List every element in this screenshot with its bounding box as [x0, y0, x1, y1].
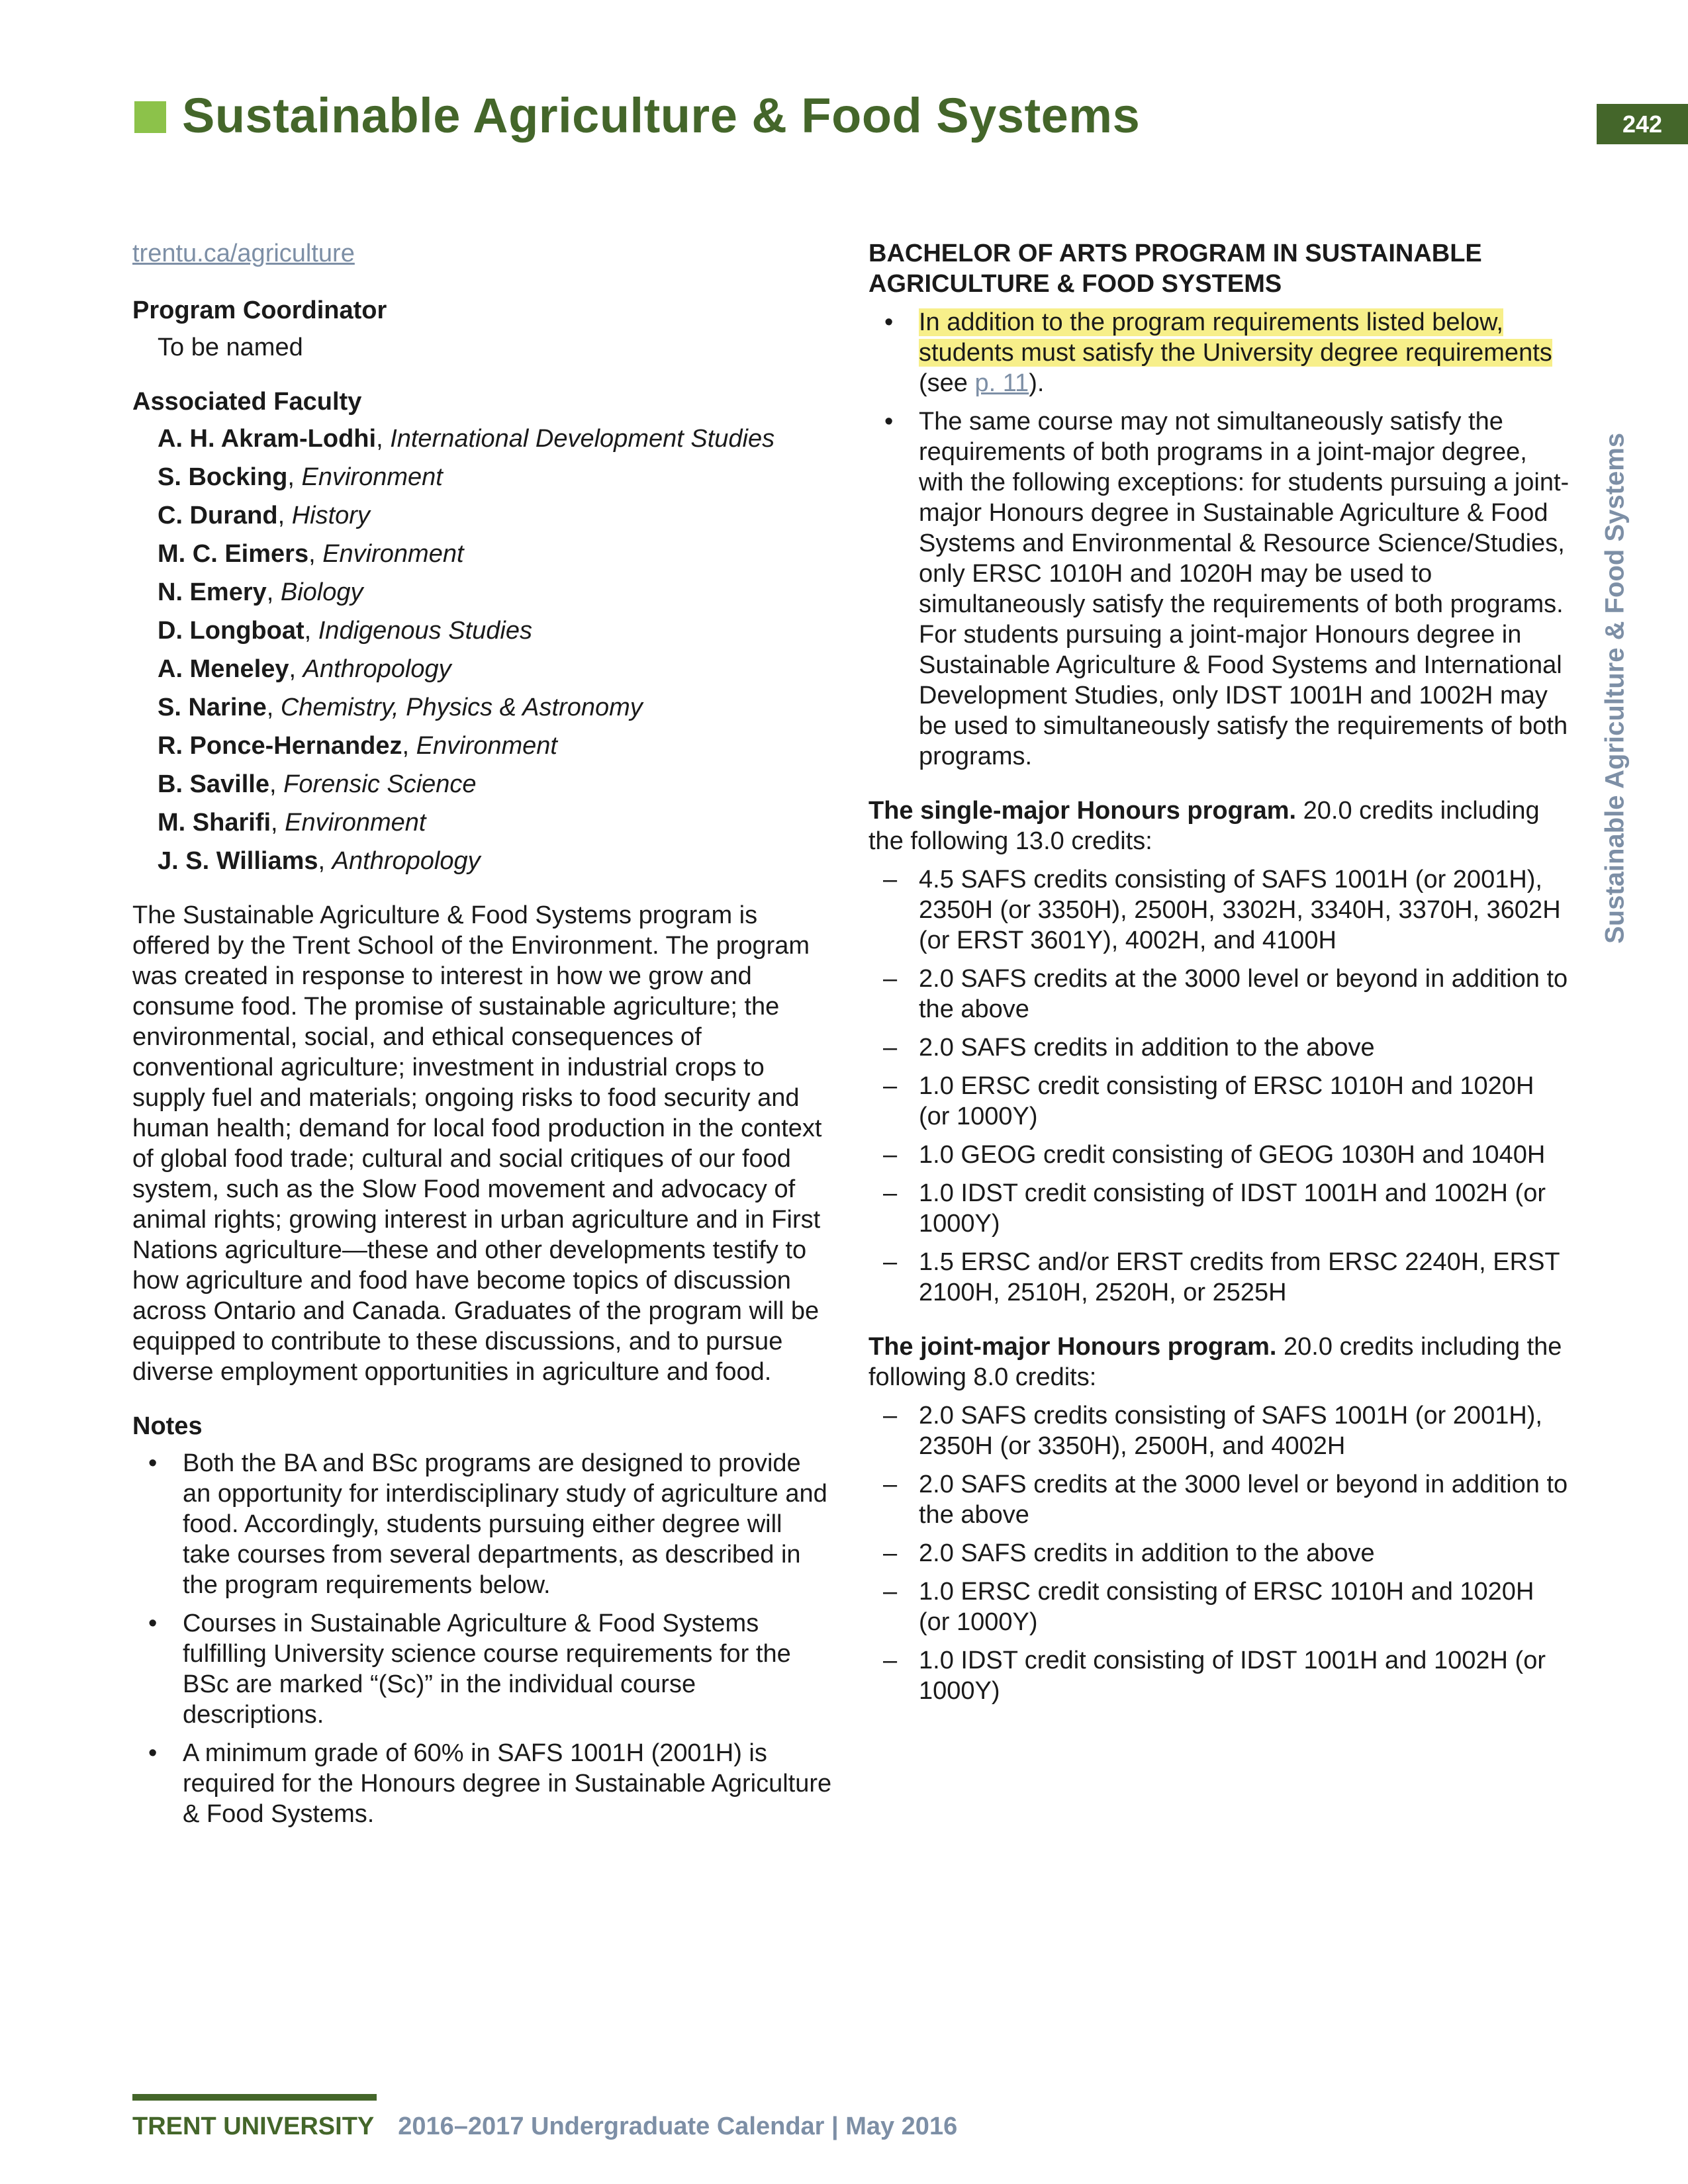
faculty-dept: Forensic Science [283, 770, 477, 798]
faculty-dept: Environment [322, 540, 464, 568]
faculty-item [132, 654, 834, 684]
faculty-item [132, 769, 834, 799]
footer-university: TRENT UNIVERSITY [132, 2113, 375, 2140]
faculty-name: A. Meneley [158, 655, 289, 683]
requirement-text: 2.0 SAFS credits at the 3000 level or beyond in addition to the above [919, 965, 1568, 1023]
faculty-separator: , [266, 578, 281, 606]
dash-icon: – [883, 866, 898, 893]
faculty-dept: Indigenous Studies [318, 617, 532, 645]
requirement-text: 1.0 ERSC credit consisting of ERSC 1010H and 1020H (or 1000Y) [919, 1072, 1534, 1130]
faculty-name: B. Saville [158, 770, 269, 798]
faculty-name: C. Durand [158, 502, 278, 529]
dash-icon: – [883, 1072, 898, 1100]
dash-icon: – [883, 1647, 898, 1674]
faculty-name: M. Sharifi [158, 809, 271, 837]
page-title: Sustainable Agriculture & Food Systems [182, 88, 1141, 143]
faculty-heading: Associated Faculty [132, 388, 362, 416]
faculty-item [132, 846, 834, 876]
faculty-name: D. Longboat [158, 617, 305, 645]
note-text: Courses in Sustainable Agriculture & Food Systems fulfilling University science course requirements for the BSc are marked “(Sc)” in the individual course descriptions. [183, 1610, 791, 1729]
single-major-desc: 20.0 credits including the following 13.0 credits: [868, 797, 1540, 855]
dash-icon: – [883, 1248, 898, 1276]
dash-icon: – [883, 1539, 898, 1567]
faculty-separator: , [289, 655, 303, 683]
requirement-item [868, 1576, 1570, 1637]
faculty-dept: Anthropology [332, 847, 481, 875]
joint-major-intro [868, 1332, 1570, 1392]
faculty-name: S. Narine [158, 694, 267, 721]
faculty-item [132, 731, 834, 761]
requirement-text: 2.0 SAFS credits consisting of SAFS 1001H (or 2001H), 2350H (or 3350H), 2500H, and 4002H [919, 1402, 1542, 1460]
single-major-heading: The single-major Honours program. [868, 797, 1297, 825]
requirement-item [868, 1071, 1570, 1132]
requirement-text: 2.0 SAFS credits at the 3000 level or beyond in addition to the above [919, 1471, 1568, 1529]
faculty-separator: , [287, 463, 302, 491]
bullet-icon: • [884, 408, 894, 435]
requirement-item [868, 964, 1570, 1024]
faculty-list [132, 424, 834, 876]
faculty-dept: International Development Studies [390, 425, 775, 453]
faculty-item [132, 577, 834, 608]
requirement-text: 1.0 IDST credit consisting of IDST 1001H and 1002H (or 1000Y) [919, 1647, 1546, 1705]
dash-icon: – [883, 1141, 898, 1169]
note-item [132, 1448, 834, 1600]
requirement-item [868, 1140, 1570, 1170]
faculty-item [132, 539, 834, 569]
note-item [132, 1738, 834, 1829]
faculty-item [132, 462, 834, 492]
ba-note-text: The same course may not simultaneously satisfy the requirements of both programs in a joint-major degree, with the following exceptions: for students pursuing a joint-major Honours degree in Sustainable Agriculture & Food Systems and Environmental & Resource Science/Studies, only ERSC 1010H and 1020H may be used to simultaneously satisfy the requirements of both programs. For students pursuing a joint-major Honours degree in Sustainable Agriculture & Food Systems and International Development Studies, only IDST 1001H and 1002H may be used to simultaneously satisfy the requirements of both programs. [919, 408, 1570, 770]
faculty-dept: History [291, 502, 370, 529]
ba-note-item [868, 307, 1570, 398]
coordinator-heading: Program Coordinator [132, 296, 387, 324]
title-square-icon [134, 101, 166, 133]
page-footer [132, 2113, 957, 2141]
ba-program-heading: BACHELOR OF ARTS PROGRAM IN SUSTAINABLE AGRICULTURE & FOOD SYSTEMS [868, 240, 1482, 298]
requirement-item [868, 1469, 1570, 1530]
page-reference-link[interactable]: p. 11 [974, 369, 1029, 397]
requirement-item [868, 1538, 1570, 1569]
ba-note-item [868, 406, 1570, 772]
faculty-separator: , [308, 540, 323, 568]
footer-calendar: 2016–2017 Undergraduate Calendar | May 2016 [398, 2113, 958, 2140]
faculty-dept: Environment [285, 809, 426, 837]
single-major-intro [868, 796, 1570, 856]
dash-icon: – [883, 1402, 898, 1430]
dash-icon: – [883, 1179, 898, 1207]
requirement-text: 2.0 SAFS credits in addition to the above [919, 1539, 1375, 1567]
joint-major-requirements [868, 1400, 1570, 1706]
notes-heading: Notes [132, 1412, 203, 1440]
faculty-separator: , [269, 770, 284, 798]
note-item [132, 1608, 834, 1730]
faculty-item [132, 692, 834, 723]
requirement-item [868, 1645, 1570, 1706]
note-text: A minimum grade of 60% in SAFS 1001H (2001H) is required for the Honours degree in Sustainable Agriculture & Food Systems. [183, 1739, 832, 1828]
joint-major-desc: 20.0 credits including the following 8.0 credits: [868, 1333, 1562, 1391]
requirement-item [868, 1247, 1570, 1308]
requirement-item [868, 1032, 1570, 1063]
faculty-separator: , [376, 425, 391, 453]
note-text: Both the BA and BSc programs are designed to provide an opportunity for interdisciplinary study of agriculture and food. Accordingly, students pursuing either degree will take courses from several departments, as described in the program requirements below. [183, 1449, 827, 1599]
bullet-icon: • [148, 1739, 158, 1767]
joint-major-heading: The joint-major Honours program. [868, 1333, 1277, 1361]
faculty-dept: Environment [301, 463, 443, 491]
faculty-name: J. S. Williams [158, 847, 318, 875]
faculty-dept: Anthropology [303, 655, 451, 683]
faculty-separator: , [318, 847, 332, 875]
bullet-icon: • [148, 1449, 158, 1477]
faculty-name: N. Emery [158, 578, 267, 606]
bullet-icon: • [884, 308, 894, 336]
requirement-text: 4.5 SAFS credits consisting of SAFS 1001H (or 2001H), 2350H (or 3350H), 2500H, 3302H, 3340H, 3370H, 3602H (or ERST 3601Y), 4002H, and 4100H [919, 866, 1561, 954]
dash-icon: – [883, 1578, 898, 1606]
faculty-item [132, 424, 834, 454]
highlighted-text: In addition to the program requirements listed below, students must satisfy the University degree requirements [919, 308, 1552, 367]
dash-icon: – [883, 1034, 898, 1062]
faculty-separator: , [304, 617, 318, 645]
bullet-icon: • [148, 1610, 158, 1637]
requirement-text: 1.0 GEOG credit consisting of GEOG 1030H and 1040H [919, 1141, 1546, 1169]
closing-text: ). [1029, 369, 1045, 397]
faculty-dept: Biology [280, 578, 363, 606]
coordinator-value: To be named [158, 334, 303, 361]
faculty-separator: , [271, 809, 285, 837]
see-text: (see [919, 369, 975, 397]
requirement-item [868, 1178, 1570, 1239]
faculty-separator: , [402, 732, 416, 760]
faculty-item [132, 615, 834, 646]
program-url-link[interactable]: trentu.ca/agriculture [132, 240, 355, 267]
faculty-dept: Chemistry, Physics & Astronomy [280, 694, 643, 721]
faculty-dept: Environment [416, 732, 557, 760]
requirement-text: 1.5 ERSC and/or ERST credits from ERSC 2240H, ERST 2100H, 2510H, 2520H, or 2525H [919, 1248, 1560, 1306]
requirement-text: 1.0 ERSC credit consisting of ERSC 1010H and 1020H (or 1000Y) [919, 1578, 1534, 1636]
faculty-item [132, 807, 834, 838]
faculty-name: R. Ponce-Hernandez [158, 732, 402, 760]
ba-notes-list [868, 307, 1570, 772]
notes-list [132, 1448, 834, 1829]
requirement-text: 2.0 SAFS credits in addition to the above [919, 1034, 1375, 1062]
faculty-separator: , [266, 694, 281, 721]
right-column [868, 238, 1570, 1714]
single-major-requirements [868, 864, 1570, 1308]
dash-icon: – [883, 1471, 898, 1498]
faculty-name: M. C. Eimers [158, 540, 309, 568]
faculty-item [132, 500, 834, 531]
requirement-item [868, 864, 1570, 956]
program-intro-paragraph: The Sustainable Agriculture & Food Systems program is offered by the Trent School of the Environment. The program was created in response to interest in how we grow and consume food. The promise of sustainable agriculture; the environmental, social, and ethical consequences of conventional agriculture; investment in industrial crops to supply fuel and materials; ongoing risks to food security and human health; demand for local food production in the context of global food trade; cultural and social critiques of our food system, such as the Slow Food movement and advocacy of animal rights; growing interest in urban agriculture and in First Nations agriculture—these and other developments testify to how agriculture and food have become topics of discussion across Ontario and Canada. Graduates of the program will be equipped to contribute to these discussions, and to pursue diverse employment opportunities in agriculture and food. [132, 901, 822, 1386]
footer-rule [132, 2094, 377, 2101]
left-column [132, 238, 834, 1837]
requirement-item [868, 1400, 1570, 1461]
faculty-name: A. H. Akram-Lodhi [158, 425, 377, 453]
page-number-badge: 242 [1597, 104, 1688, 144]
dash-icon: – [883, 965, 898, 993]
side-tab-label: Sustainable Agriculture & Food Systems [1600, 432, 1630, 944]
faculty-name: S. Bocking [158, 463, 288, 491]
faculty-separator: , [277, 502, 292, 529]
requirement-text: 1.0 IDST credit consisting of IDST 1001H and 1002H (or 1000Y) [919, 1179, 1546, 1238]
